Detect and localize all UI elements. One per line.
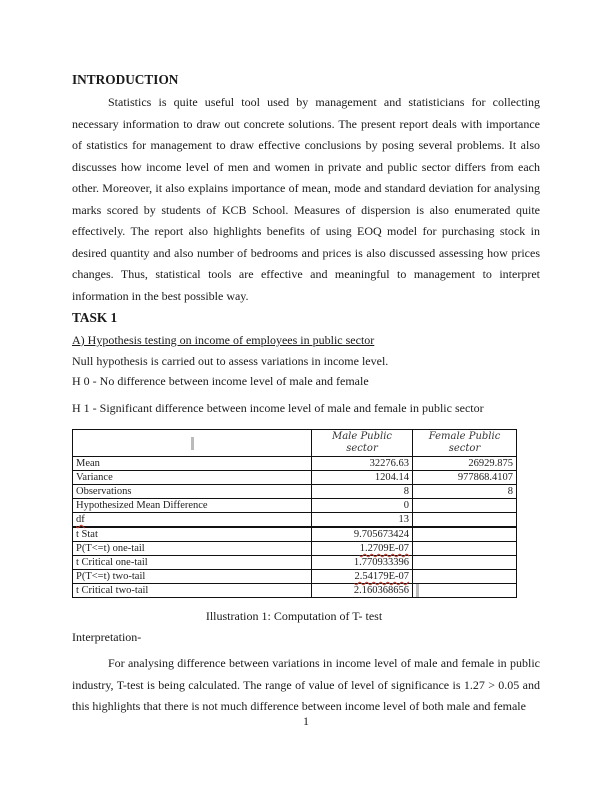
text-cursor-icon	[416, 584, 419, 597]
table-header-row	[73, 430, 517, 457]
male-value: 1.2709E-07	[312, 542, 413, 556]
male-value: 32276.63	[312, 457, 413, 471]
row-label: Observations	[73, 485, 312, 499]
table-row	[73, 556, 517, 570]
female-value	[413, 584, 517, 598]
task1-heading: TASK 1	[72, 310, 118, 325]
table-row	[73, 584, 517, 598]
table-row	[73, 471, 517, 485]
interpretation-paragraph: For analysing difference between variations in income level of male and female in public industry, T-test is being calculated. The range of value of level of significance is 1.27 > 0.05 and this highlights that there is not much difference between income level of both male and female	[72, 656, 540, 713]
row-label: t Stat	[73, 527, 312, 542]
row-label: Variance	[73, 471, 312, 485]
male-value: 1.770933396	[312, 556, 413, 570]
h0-statement: H 0 - No difference between income level of male and female	[72, 374, 369, 388]
female-value	[413, 527, 517, 542]
table-row	[73, 457, 517, 471]
male-value: 13	[312, 513, 413, 528]
female-value	[413, 570, 517, 584]
table-row	[73, 499, 517, 513]
row-label: P(T<=t) two-tail	[73, 570, 312, 584]
header-blank-cell	[73, 430, 312, 457]
header-male: Male Public sector	[312, 430, 413, 457]
page-number: 1	[303, 714, 309, 728]
female-value	[413, 556, 517, 570]
female-value: 8	[413, 485, 517, 499]
male-value: 2.160368656	[312, 584, 413, 598]
ttest-table	[72, 429, 517, 598]
task1-subheading: A) Hypothesis testing on income of employees in public sector	[72, 333, 375, 347]
table-row	[73, 485, 517, 499]
female-value	[413, 499, 517, 513]
introduction-paragraph: Statistics is quite useful tool used by management and statisticians for collecting necessary information to draw out concrete solutions. The present report deals with importance of statistics for management to draw effective conclusions by posing several problems. It also discusses how income level of men and women in private and public sector differs from each other. Moreover, it also explains importance of mean, mode and standard deviation for analysing marks scored by students of KCB School. Measures of dispersion is also enumerated quite effectively. The report also highlights benefits of using EOQ model for purchasing stock in desired quantity and also number of bedrooms and prices is also discussed assessing how prices changes. Thus, statistical tools are effective and meaningful to management to interpret information in the best possible way.	[72, 95, 540, 303]
male-value: 2.54179E-07	[312, 570, 413, 584]
header-female: Female Public sector	[413, 430, 517, 457]
interpretation-label: Interpretation-	[72, 630, 142, 644]
male-value: 9.705673424	[312, 527, 413, 542]
table-caption: Illustration 1: Computation of T- test	[205, 609, 383, 623]
female-value	[413, 542, 517, 556]
male-value: 0	[312, 499, 413, 513]
h1-statement: H 1 - Significant difference between income level of male and female in public sector	[72, 401, 484, 415]
table-row	[73, 527, 517, 542]
female-value: 26929.875	[413, 457, 517, 471]
male-value: 1204.14	[312, 471, 413, 485]
table-row	[73, 513, 517, 528]
introduction-heading: INTRODUCTION	[72, 72, 179, 87]
row-label: P(T<=t) one-tail	[73, 542, 312, 556]
female-value: 977868.4107	[413, 471, 517, 485]
row-label: Hypothesized Mean Difference	[73, 499, 312, 513]
row-label: t Critical two-tail	[73, 584, 312, 598]
male-value: 8	[312, 485, 413, 499]
row-label: df	[73, 513, 312, 528]
null-hypothesis-intro: Null hypothesis is carried out to assess variations in income level.	[72, 354, 389, 368]
text-cursor-icon	[191, 437, 194, 450]
table-row	[73, 570, 517, 584]
table-row	[73, 542, 517, 556]
row-label: t Critical one-tail	[73, 556, 312, 570]
row-label: Mean	[73, 457, 312, 471]
female-value	[413, 513, 517, 528]
